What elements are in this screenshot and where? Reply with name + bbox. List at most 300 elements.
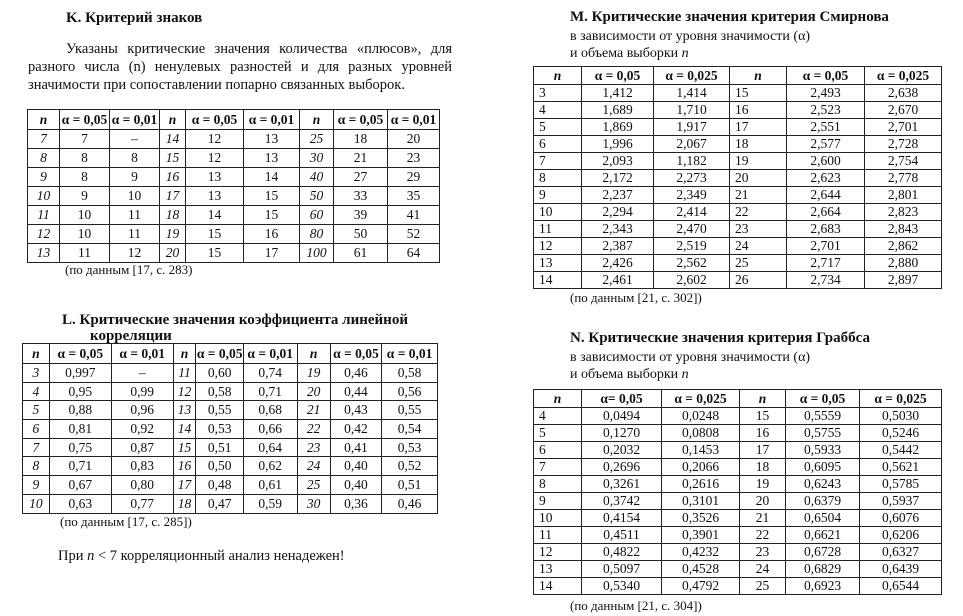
table-row [534, 561, 942, 578]
cell-value: 29 [388, 168, 440, 187]
table-row [534, 408, 942, 425]
col-header-alpha-005: α = 0,05 [49, 344, 111, 364]
cell-n: 15 [740, 408, 786, 425]
cell-value: 0,62 [243, 457, 297, 476]
cell-value: 8 [60, 168, 110, 187]
table-row [28, 187, 440, 206]
cell-value: 0,4232 [662, 544, 740, 561]
table-row [534, 187, 942, 204]
cell-value: 0,87 [111, 438, 173, 457]
cell-value: 0,5442 [860, 442, 942, 459]
section-n-source: (по данным [21, с. 304]) [570, 598, 702, 613]
cell-n: 14 [534, 272, 582, 289]
cell-value: 2,717 [787, 255, 865, 272]
cell-n: 10 [23, 494, 50, 513]
cell-n: 5 [23, 401, 50, 420]
cell-n: 25 [297, 476, 330, 495]
cell-value: 2,387 [582, 238, 654, 255]
cell-n: 30 [300, 149, 334, 168]
cell-value: 0,5933 [786, 442, 860, 459]
cell-n: 19 [730, 153, 787, 170]
cell-value: 18 [334, 130, 388, 149]
cell-n: 100 [300, 244, 334, 263]
col-header-alpha-005: α = 0,05 [787, 67, 865, 85]
cell-value: 0,5559 [786, 408, 860, 425]
table-row [534, 527, 942, 544]
cell-value: 15 [186, 225, 244, 244]
table-row [23, 457, 438, 476]
cell-value: 0,5755 [786, 425, 860, 442]
cell-n: 18 [730, 136, 787, 153]
col-header-alpha-005: α= 0,05 [582, 390, 662, 408]
cell-value: 1,917 [654, 119, 730, 136]
cell-value: 0,5621 [860, 459, 942, 476]
table-row [534, 153, 942, 170]
section-l-table [22, 343, 438, 514]
cell-n: 6 [23, 420, 50, 439]
cell-value: 2,670 [865, 102, 942, 119]
cell-value: 15 [244, 206, 300, 225]
table-row [28, 130, 440, 149]
cell-value: 0,40 [330, 476, 382, 495]
cell-n: 12 [28, 225, 60, 244]
cell-n: 14 [173, 420, 196, 439]
cell-value: 17 [244, 244, 300, 263]
cell-value: 14 [186, 206, 244, 225]
cell-n: 4 [534, 408, 582, 425]
col-header-alpha-005: α = 0,05 [330, 344, 382, 364]
cell-value: 0,74 [243, 364, 297, 383]
cell-n: 23 [740, 544, 786, 561]
cell-value: 2,880 [865, 255, 942, 272]
table-header-row [23, 344, 438, 364]
col-header-n: n [740, 390, 786, 408]
table-row [534, 119, 942, 136]
table-header-row [28, 110, 440, 130]
cell-value: 0,2696 [582, 459, 662, 476]
cell-value: 2,734 [787, 272, 865, 289]
cell-n: 26 [730, 272, 787, 289]
cell-value: 0,46 [330, 364, 382, 383]
cell-value: 0,48 [196, 476, 243, 495]
cell-n: 11 [534, 527, 582, 544]
cell-value: 2,577 [787, 136, 865, 153]
cell-value: 0,6076 [860, 510, 942, 527]
cell-n: 9 [28, 168, 60, 187]
cell-value: 2,172 [582, 170, 654, 187]
table-row [23, 494, 438, 513]
cell-value: 2,093 [582, 153, 654, 170]
col-header-n: n [28, 110, 60, 130]
cell-n: 80 [300, 225, 334, 244]
cell-n: 18 [160, 206, 186, 225]
cell-value: 2,701 [787, 238, 865, 255]
section-n-title: N. Критические значения критерия Граббса [570, 330, 870, 346]
cell-value: 0,80 [111, 476, 173, 495]
table-row [28, 149, 440, 168]
cell-value: 12 [110, 244, 160, 263]
cell-value: 2,644 [787, 187, 865, 204]
cell-value: 0,52 [382, 457, 438, 476]
cell-n: 19 [297, 364, 330, 383]
cell-value: 2,343 [582, 221, 654, 238]
cell-value: 10 [110, 187, 160, 206]
cell-n: 13 [28, 244, 60, 263]
col-header-alpha-005: α = 0,05 [186, 110, 244, 130]
cell-value: 0,5246 [860, 425, 942, 442]
cell-value: 15 [186, 244, 244, 263]
cell-value: 0,3101 [662, 493, 740, 510]
cell-value: 0,58 [196, 382, 243, 401]
cell-value: 2,414 [654, 204, 730, 221]
cell-value: 0,997 [49, 364, 111, 383]
cell-n: 9 [534, 187, 582, 204]
col-header-alpha-005: α = 0,05 [786, 390, 860, 408]
cell-value: 2,843 [865, 221, 942, 238]
cell-value: 13 [244, 130, 300, 149]
cell-n: 8 [28, 149, 60, 168]
cell-value: 0,1453 [662, 442, 740, 459]
cell-n: 19 [740, 476, 786, 493]
cell-value: 0,71 [243, 382, 297, 401]
cell-n: 15 [173, 438, 196, 457]
cell-value: 0,0494 [582, 408, 662, 425]
section-k-table [27, 109, 440, 263]
cell-n: 17 [730, 119, 787, 136]
cell-value: 11 [60, 244, 110, 263]
cell-n: 25 [740, 578, 786, 595]
cell-value: 0,4511 [582, 527, 662, 544]
col-header-alpha-005: α = 0,05 [334, 110, 388, 130]
cell-value: 12 [186, 130, 244, 149]
cell-value: 2,426 [582, 255, 654, 272]
cell-n: 24 [730, 238, 787, 255]
cell-n: 20 [160, 244, 186, 263]
cell-value: 0,0808 [662, 425, 740, 442]
col-header-alpha-001: α = 0,01 [388, 110, 440, 130]
cell-value: 13 [244, 149, 300, 168]
cell-value: 0,0248 [662, 408, 740, 425]
cell-value: 0,68 [243, 401, 297, 420]
cell-value: 0,71 [49, 457, 111, 476]
col-header-n: n [730, 67, 787, 85]
cell-n: 18 [173, 494, 196, 513]
cell-value: 15 [244, 187, 300, 206]
cell-value: 0,5030 [860, 408, 942, 425]
cell-value: 0,63 [49, 494, 111, 513]
cell-value: 64 [388, 244, 440, 263]
cell-n: 21 [740, 510, 786, 527]
cell-value: 0,42 [330, 420, 382, 439]
cell-value: 2,273 [654, 170, 730, 187]
table-row [534, 204, 942, 221]
section-m-table [533, 66, 942, 289]
col-header-n: n [297, 344, 330, 364]
cell-value: 23 [388, 149, 440, 168]
section-l-title-line1: L. Критические значения коэффициента линейной [62, 312, 408, 328]
cell-value: 0,55 [382, 401, 438, 420]
cell-value: 2,470 [654, 221, 730, 238]
cell-n: 40 [300, 168, 334, 187]
section-k-source: (по данным [17, с. 283) [65, 262, 193, 277]
cell-value: 2,728 [865, 136, 942, 153]
cell-value: 0,44 [330, 382, 382, 401]
cell-n: 7 [534, 153, 582, 170]
cell-n: 20 [297, 382, 330, 401]
cell-value: 0,58 [382, 364, 438, 383]
col-header-alpha-0025: α = 0,025 [662, 390, 740, 408]
cell-value: 20 [388, 130, 440, 149]
table-row [534, 476, 942, 493]
cell-n: 5 [534, 119, 582, 136]
col-header-n: n [23, 344, 50, 364]
cell-value: 0,6327 [860, 544, 942, 561]
cell-n: 14 [534, 578, 582, 595]
cell-value: 0,51 [382, 476, 438, 495]
cell-value: 1,996 [582, 136, 654, 153]
table-row [534, 459, 942, 476]
cell-value: 10 [60, 206, 110, 225]
cell-n: 7 [23, 438, 50, 457]
section-n-subtitle-line2 [570, 366, 689, 383]
cell-value: 0,43 [330, 401, 382, 420]
table-row [534, 136, 942, 153]
cell-value: 0,92 [111, 420, 173, 439]
cell-n: 6 [534, 442, 582, 459]
cell-value: 0,6621 [786, 527, 860, 544]
cell-n: 17 [160, 187, 186, 206]
cell-value: 16 [244, 225, 300, 244]
cell-value: 2,801 [865, 187, 942, 204]
cell-n: 16 [160, 168, 186, 187]
cell-n: 23 [730, 221, 787, 238]
cell-value: 9 [110, 168, 160, 187]
cell-value: 0,61 [243, 476, 297, 495]
table-row [28, 244, 440, 263]
col-header-n: n [300, 110, 334, 130]
cell-value: 0,53 [382, 438, 438, 457]
cell-value: 11 [110, 225, 160, 244]
cell-n: 24 [740, 561, 786, 578]
cell-value: 0,36 [330, 494, 382, 513]
cell-value: 0,2066 [662, 459, 740, 476]
table-row [534, 578, 942, 595]
cell-value: 1,689 [582, 102, 654, 119]
cell-value: – [111, 364, 173, 383]
cell-n: 24 [297, 457, 330, 476]
col-header-alpha-005: α = 0,05 [582, 67, 654, 85]
cell-value: 0,3901 [662, 527, 740, 544]
cell-n: 50 [300, 187, 334, 206]
section-m-subtitle-line2 [570, 45, 689, 62]
table-row [28, 168, 440, 187]
table-header-row [534, 390, 942, 408]
cell-value: 2,562 [654, 255, 730, 272]
cell-value: 0,54 [382, 420, 438, 439]
cell-n: 3 [534, 85, 582, 102]
cell-value: 9 [60, 187, 110, 206]
table-row [534, 510, 942, 527]
cell-value: 2,664 [787, 204, 865, 221]
cell-value: 0,67 [49, 476, 111, 495]
cell-n: 4 [534, 102, 582, 119]
cell-value: 0,6504 [786, 510, 860, 527]
cell-value: 0,5937 [860, 493, 942, 510]
cell-value: 11 [110, 206, 160, 225]
cell-value: 0,5097 [582, 561, 662, 578]
cell-n: 10 [28, 187, 60, 206]
cell-value: 8 [60, 149, 110, 168]
cell-value: 2,349 [654, 187, 730, 204]
col-header-alpha-001: α = 0,01 [110, 110, 160, 130]
col-header-alpha-001: α = 0,01 [244, 110, 300, 130]
cell-value: 0,56 [382, 382, 438, 401]
cell-value: 0,88 [49, 401, 111, 420]
col-header-alpha-005: α = 0,05 [60, 110, 110, 130]
section-k-title: K. Критерий знаков [66, 10, 203, 26]
col-header-n: n [534, 390, 582, 408]
col-header-n: n [160, 110, 186, 130]
subtitle-prefix: и объема выборки [570, 367, 682, 382]
section-m-title: M. Критические значения критерия Смирнова [570, 9, 889, 25]
cell-value: 0,99 [111, 382, 173, 401]
cell-value: 1,869 [582, 119, 654, 136]
section-l-warning [58, 548, 345, 565]
cell-value: 0,4792 [662, 578, 740, 595]
cell-value: – [110, 130, 160, 149]
cell-n: 8 [534, 170, 582, 187]
cell-n: 9 [23, 476, 50, 495]
section-n-table [533, 389, 942, 595]
cell-value: 2,754 [865, 153, 942, 170]
col-header-alpha-0025: α = 0,025 [860, 390, 942, 408]
col-header-alpha-0025: α = 0,025 [654, 67, 730, 85]
cell-value: 0,75 [49, 438, 111, 457]
cell-n: 10 [534, 510, 582, 527]
section-n-subtitle-line1: в зависимости от уровня значимости (α) [570, 350, 811, 365]
section-l-title-line2: корреляции [90, 328, 172, 344]
cell-value: 2,519 [654, 238, 730, 255]
cell-value: 0,2032 [582, 442, 662, 459]
cell-value: 2,237 [582, 187, 654, 204]
col-header-alpha-0025: α = 0,025 [865, 67, 942, 85]
cell-value: 50 [334, 225, 388, 244]
cell-n: 60 [300, 206, 334, 225]
cell-n: 19 [160, 225, 186, 244]
col-header-alpha-001: α = 0,01 [382, 344, 438, 364]
cell-n: 5 [534, 425, 582, 442]
cell-value: 0,50 [196, 457, 243, 476]
cell-value: 2,294 [582, 204, 654, 221]
table-row [534, 442, 942, 459]
cell-n: 20 [740, 493, 786, 510]
warning-suffix: < 7 корреляционный анализ ненадежен! [94, 548, 345, 564]
cell-n: 21 [297, 401, 330, 420]
cell-n: 11 [28, 206, 60, 225]
cell-value: 2,683 [787, 221, 865, 238]
cell-n: 15 [160, 149, 186, 168]
cell-n: 12 [173, 382, 196, 401]
col-header-n: n [534, 67, 582, 85]
table-row [534, 544, 942, 561]
cell-value: 39 [334, 206, 388, 225]
cell-value: 0,55 [196, 401, 243, 420]
cell-value: 2,067 [654, 136, 730, 153]
cell-value: 0,6243 [786, 476, 860, 493]
subtitle-variable: n [681, 46, 689, 61]
cell-value: 2,602 [654, 272, 730, 289]
warning-prefix: При [58, 548, 88, 564]
cell-n: 11 [173, 364, 196, 383]
cell-value: 0,95 [49, 382, 111, 401]
cell-n: 25 [730, 255, 787, 272]
cell-n: 17 [740, 442, 786, 459]
cell-value: 10 [60, 225, 110, 244]
cell-n: 7 [534, 459, 582, 476]
cell-value: 0,46 [382, 494, 438, 513]
cell-value: 2,897 [865, 272, 942, 289]
cell-n: 22 [297, 420, 330, 439]
cell-value: 1,414 [654, 85, 730, 102]
table-row [534, 493, 942, 510]
cell-n: 13 [534, 561, 582, 578]
cell-value: 2,600 [787, 153, 865, 170]
cell-value: 33 [334, 187, 388, 206]
table-row [534, 425, 942, 442]
section-m-subtitle-line1: в зависимости от уровня значимости (α) [570, 29, 811, 44]
cell-value: 14 [244, 168, 300, 187]
cell-n: 9 [534, 493, 582, 510]
cell-n: 12 [534, 238, 582, 255]
cell-value: 21 [334, 149, 388, 168]
cell-value: 0,47 [196, 494, 243, 513]
cell-value: 52 [388, 225, 440, 244]
col-header-alpha-005: α = 0,05 [196, 344, 243, 364]
table-row [534, 238, 942, 255]
cell-value: 2,493 [787, 85, 865, 102]
table-row [534, 102, 942, 119]
cell-value: 2,551 [787, 119, 865, 136]
cell-value: 61 [334, 244, 388, 263]
col-header-alpha-001: α = 0,01 [243, 344, 297, 364]
cell-value: 0,1270 [582, 425, 662, 442]
cell-value: 0,3526 [662, 510, 740, 527]
cell-n: 16 [730, 102, 787, 119]
cell-value: 0,6728 [786, 544, 860, 561]
cell-value: 1,182 [654, 153, 730, 170]
cell-n: 18 [740, 459, 786, 476]
table-row [23, 476, 438, 495]
table-row [23, 420, 438, 439]
table-row [28, 206, 440, 225]
cell-value: 0,4528 [662, 561, 740, 578]
cell-value: 27 [334, 168, 388, 187]
cell-n: 16 [740, 425, 786, 442]
cell-value: 0,6439 [860, 561, 942, 578]
cell-n: 10 [534, 204, 582, 221]
table-row [534, 170, 942, 187]
table-row [23, 401, 438, 420]
cell-value: 0,3742 [582, 493, 662, 510]
cell-n: 25 [300, 130, 334, 149]
cell-n: 14 [160, 130, 186, 149]
cell-value: 0,4822 [582, 544, 662, 561]
cell-value: 1,412 [582, 85, 654, 102]
cell-value: 0,40 [330, 457, 382, 476]
cell-n: 21 [730, 187, 787, 204]
cell-value: 1,710 [654, 102, 730, 119]
cell-n: 13 [173, 401, 196, 420]
